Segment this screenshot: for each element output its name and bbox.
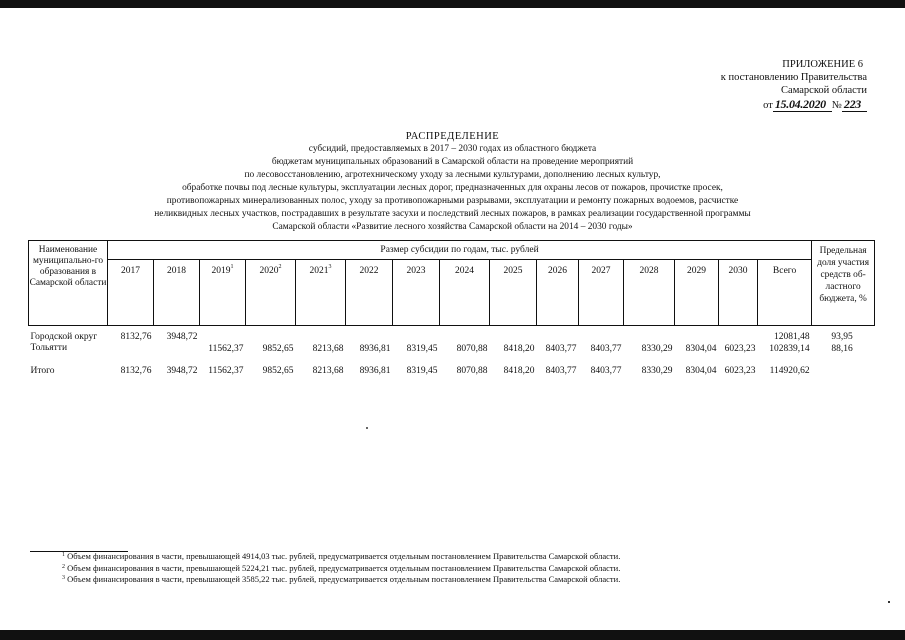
footnote-mark: 3 [62, 575, 65, 581]
heading-line: субсидий, предоставляемых в 2017 – 2030 годах из областного бюджета [308, 144, 597, 154]
table-cell: 8304,04 [685, 366, 717, 376]
table-cell: 8936,81 [359, 366, 391, 376]
year-header: 2020$^2$ [246, 260, 296, 326]
footnote [62, 574, 620, 586]
heading-line: Самарской области «Развитие лесного хозяйства Самарской области на 2014 – 2030 годы» [272, 222, 633, 232]
year-header: 2027 [579, 260, 624, 326]
year-header: 2019$^1$ [200, 260, 246, 326]
year-header: 2026 [537, 260, 579, 326]
footnote-text: Объем финансирования в части, превышающей 3585,22 тыс. рублей, предусматривается отдельным постановлением Правительства Самарской области. [67, 574, 621, 584]
table-cell: 8213,68 [312, 344, 344, 354]
subsidy-table [28, 240, 875, 377]
table-cell: 8418,20 [503, 344, 535, 354]
row-total: 12081,48 [773, 332, 810, 342]
appendix-line2: к постановлению Правительства [720, 72, 867, 83]
appendix-block [667, 58, 867, 112]
footnote-text: Объем финансирования в части, превышающей 5224,21 тыс. рублей, предусматривается отдельным постановлением Правительства Самарской области. [67, 562, 621, 573]
footnote-text: Объем финансирования в части, превышающей 4914,03 тыс. рублей, предусматривается отдельным постановлением Правительства Самарской области. [67, 551, 621, 561]
table-cell: 9852,65 [262, 344, 294, 354]
header-amount-by-year: Размер субсидии по годам, тыс. рублей [108, 241, 812, 260]
table-cell [719, 326, 758, 345]
header-total: Всего [758, 260, 812, 326]
row-budget-share [812, 358, 875, 377]
table-cell [624, 326, 675, 345]
footnote-mark: 2 [62, 563, 65, 570]
year-header: 2028 [624, 260, 675, 326]
header-budget-share: Предельная доля участия средств об-ластного бюджета, % [812, 241, 875, 326]
table-header-row [29, 241, 875, 260]
handwritten-date: 15.04.2020 [773, 97, 832, 112]
table-cell [154, 344, 200, 358]
heading-line: обработке почвы под лесные культуры, эксплуатации лесных дорог, предназначенных для охраны лесов от пожаров, прочистке просек, [182, 183, 723, 193]
year-header: 2024 [440, 260, 490, 326]
year-header: 2018 [154, 260, 200, 326]
table-cell: 8213,68 [312, 366, 344, 376]
footnote-mark: 1 [62, 552, 65, 558]
heading-line: противопожарных минерализованных полос, уходу за противопожарными разрывами, эксплуатации и ремонту пожарных водоемов, расчистке [166, 196, 739, 206]
table-cell: 8304,04 [685, 344, 717, 354]
table-row-total [29, 358, 875, 377]
table-cell: 8403,77 [590, 344, 622, 354]
table-cell: 8132,76 [120, 366, 152, 376]
table-cell [537, 326, 579, 345]
heading-line: неликвидных лесных участков, пострадавших в результате засухи и последствий лесных пожаров, в рамках реализации государственной программы [154, 209, 751, 219]
table-years-row [29, 260, 875, 326]
table-cell [246, 326, 296, 345]
table-cell: 8319,45 [406, 366, 438, 376]
table-cell [490, 326, 537, 345]
heading-line: бюджетам муниципальных образований в Самарской области на проведение мероприятий [271, 157, 634, 167]
table-cell: 11562,37 [208, 366, 244, 376]
year-header: 2023 [393, 260, 440, 326]
table-cell [346, 326, 393, 345]
year-header: 2029 [675, 260, 719, 326]
scan-speck [366, 427, 368, 429]
row-budget-share: 93,95 [831, 332, 853, 342]
table-cell [440, 326, 490, 345]
table-cell: 3948,72 [166, 366, 198, 376]
table-cell: 8319,45 [406, 344, 438, 354]
scan-bottom-border [0, 630, 905, 640]
table-cell: 8936,81 [359, 344, 391, 354]
table-cell: 8403,77 [545, 344, 577, 354]
table-cell [579, 326, 624, 345]
footnote [62, 551, 620, 563]
table-cell [296, 326, 346, 345]
table-cell [675, 326, 719, 345]
table-cell: 8330,29 [641, 344, 673, 354]
table-cell [108, 344, 154, 358]
year-header: 2017 [108, 260, 154, 326]
table-cell: 8418,20 [503, 366, 535, 376]
heading-line: по лесовосстановлению, агротехническому уходу за лесными культурами, дополнению лесных культур, [244, 170, 661, 180]
row-total-label: Итого [30, 366, 55, 376]
scan-top-border [0, 0, 905, 8]
scan-speck [888, 601, 890, 603]
footnotes [62, 551, 620, 586]
footnote [62, 563, 620, 575]
row-total: 114920,62 [769, 366, 810, 376]
year-header: 2022 [346, 260, 393, 326]
row-total: 102839,14 [769, 344, 810, 354]
table-cell: 8132,76 [120, 332, 152, 342]
table-cell: 8403,77 [590, 366, 622, 376]
row-budget-share: 88,16 [831, 344, 853, 354]
table-cell: 3948,72 [166, 332, 198, 342]
document-title: РАСПРЕДЕЛЕНИЕ [405, 131, 500, 142]
handwritten-number: 223 [842, 97, 867, 112]
table-cell [200, 326, 246, 345]
appendix-line3: Самарской области [781, 85, 867, 96]
table-cell: 9852,65 [262, 366, 294, 376]
table-row [29, 326, 875, 345]
row-municipality-name: Городской округ Тольятти [30, 332, 98, 353]
appendix-number-prefix: № [831, 100, 842, 111]
year-header: 2030 [719, 260, 758, 326]
appendix-from-prefix: от [763, 100, 773, 111]
table-cell: 6023,23 [724, 344, 756, 354]
appendix-signature-line [763, 98, 867, 112]
table-cell: 11562,37 [208, 344, 244, 354]
table-cell: 8330,29 [641, 366, 673, 376]
table-cell: 8070,88 [456, 344, 488, 354]
table-cell: 8070,88 [456, 366, 488, 376]
document-heading [0, 130, 905, 234]
header-municipality: Наименование муниципально-го образования в Самарской области [29, 241, 108, 326]
year-header: 2025 [490, 260, 537, 326]
appendix-title: ПРИЛОЖЕНИЕ 6 [782, 59, 863, 70]
table-cell: 8403,77 [545, 366, 577, 376]
year-header: 2021$^3$ [296, 260, 346, 326]
table-cell: 6023,23 [724, 366, 756, 376]
table-cell [393, 326, 440, 345]
table-row [29, 344, 875, 358]
